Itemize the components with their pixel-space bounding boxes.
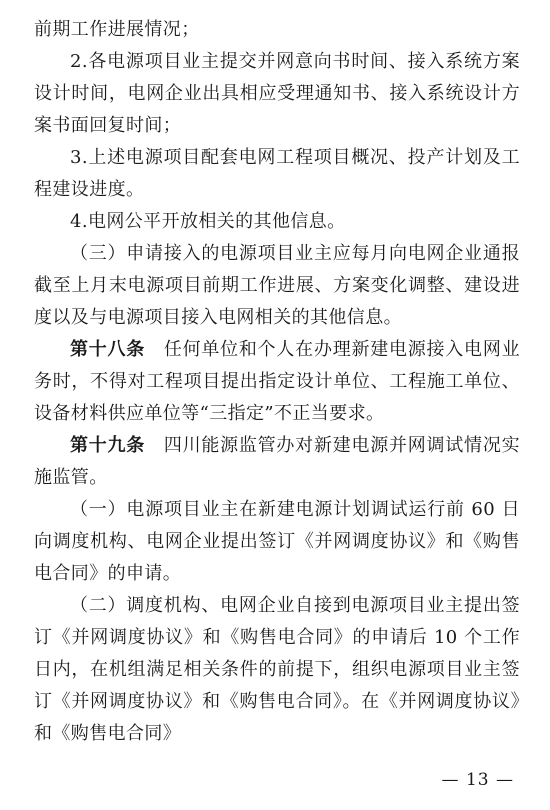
paragraph-9-text: （二）调度机构、电网企业自接到电源项目业主提出签订《并网调度协议》和《购售电合同》的申请后 10 个工作日内，在机组满足相关条件的前提下，组织电源项目业主签订《并网调度协议》和《购售电合同》。在《并网调度协议》和《购售电合同》 — [34, 595, 520, 744]
document-page — [34, 14, 520, 750]
paragraph-8-text: （一）电源项目业主在新建电源计划调试运行前 60 日向调度机构、电网企业提出签订《并网调度协议》和《购售电合同》的申请。 — [34, 499, 520, 584]
page-number: — 13 — — [441, 770, 514, 790]
paragraph-1 — [34, 14, 520, 46]
article-19-text: 四川能源监管办对新建电源并网调试情况实施监管。 — [34, 435, 520, 488]
paragraph-4-text: 4.电网公平开放相关的其他信息。 — [70, 211, 346, 232]
paragraph-9 — [34, 590, 520, 750]
article-18 — [34, 334, 520, 430]
article-18-text: 任何单位和个人在办理新建电源接入电网业务时，不得对工程项目提出指定设计单位、工程施工单位、设备材料供应单位等“三指定”不正当要求。 — [34, 339, 520, 424]
paragraph-1-text: 前期工作进展情况； — [34, 19, 200, 40]
paragraph-8 — [34, 494, 520, 590]
article-19-heading: 第十九条 — [70, 435, 146, 456]
paragraph-5-text: （三）申请接入的电源项目业主应每月向电网企业通报截至上月末电源项目前期工作进展、方案变化调整、建设进度以及与电源项目接入电网相关的其他信息。 — [34, 243, 520, 328]
paragraph-2 — [34, 46, 520, 142]
paragraph-4 — [34, 206, 520, 238]
article-19 — [34, 430, 520, 494]
paragraph-5 — [34, 238, 520, 334]
paragraph-3 — [34, 142, 520, 206]
paragraph-3-text: 3.上述电源项目配套电网工程项目概况、投产计划及工程建设进度。 — [34, 147, 520, 200]
paragraph-2-text: 2.各电源项目业主提交并网意向书时间、接入系统方案设计时间，电网企业出具相应受理通知书、接入系统设计方案书面回复时间； — [34, 51, 520, 136]
article-18-heading: 第十八条 — [70, 339, 146, 360]
